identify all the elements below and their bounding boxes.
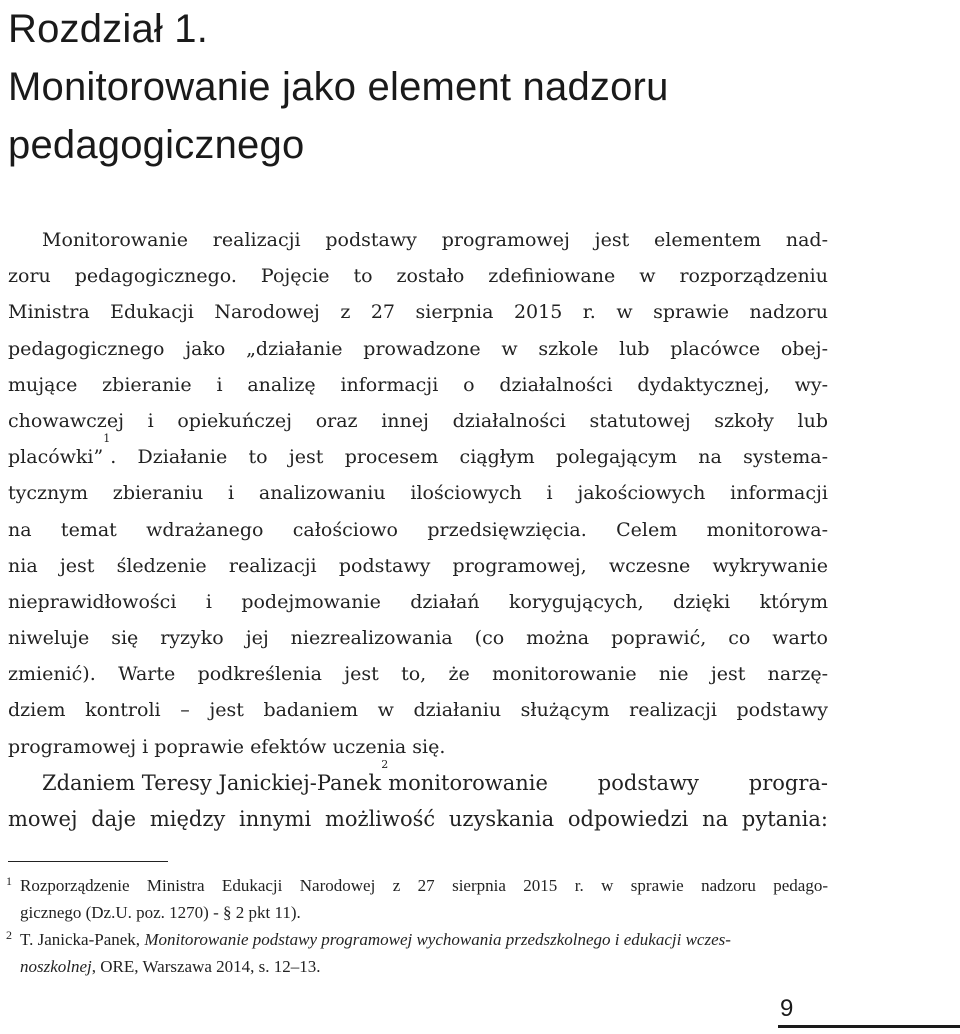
body-line: tycznym zbieraniu i analizowaniu ilościowych i jakościowych informacji (8, 482, 828, 505)
body-line (8, 757, 828, 801)
body-line: programowej i poprawie efektów uczenia się. (8, 735, 446, 758)
chapter-title (8, 0, 669, 174)
body-line: nia jest śledzenie realizacji podstawy programowej, wczesne wykrywanie (8, 554, 828, 577)
page-number: 9 (780, 995, 794, 1022)
body-line: mujące zbieranie i analizę informacji o działalności dydaktycznej, wy- (8, 373, 828, 396)
body-text (8, 222, 828, 837)
body-line-part: Zdaniem Teresy Janickiej-Panek (42, 770, 382, 795)
body-line: dziem kontroli – jest badaniem w działaniu służącym realizacji podstawy (8, 699, 828, 722)
body-line: na temat wdrażanego całościowo przedsięwzięcia. Celem monitorowa- (8, 518, 828, 541)
footnote (8, 926, 828, 980)
footnote-publisher: , ORE, Warszawa 2014, s. 12–13. (91, 957, 321, 976)
body-line-part: placówki” (8, 446, 104, 469)
footnote-line: Rozporządzenie Ministra Edukacji Narodowej z 27 sierpnia 2015 r. w sprawie nadzoru pedago- (20, 876, 828, 895)
footnote-number: 2 (6, 928, 12, 942)
chapter-number: Rozdział 1. (8, 7, 209, 51)
footnote-title: noszkolnej (20, 957, 92, 976)
footnote-ref: 1 (103, 432, 111, 446)
footnote-line (20, 953, 828, 980)
chapter-title-line: Monitorowanie jako element nadzoru (8, 65, 669, 109)
footnote-line (20, 926, 828, 953)
body-line: pedagogicznego jako „działanie prowadzone w szkole lub placówce obej- (8, 337, 828, 360)
footnote-ref: 2 (381, 757, 389, 771)
body-line (8, 432, 828, 475)
body-line: mowej daje między innymi możliwość uzyskania odpowiedzi na pytania: (8, 807, 828, 831)
body-line-part: . Działanie to jest procesem ciągłym polegającym na systema- (110, 446, 828, 469)
body-line: Ministra Edukacji Narodowej z 27 sierpnia 2015 r. w sprawie nadzoru (8, 301, 828, 324)
body-line: zoru pedagogicznego. Pojęcie to zostało zdefiniowane w rozporządzeniu (8, 265, 828, 288)
footnote-title: Monitorowanie podstawy programowej wychowania przedszkolnego i edukacji wczes- (144, 930, 731, 949)
footnote-number: 1 (6, 874, 12, 888)
body-line-part: monitorowanie podstawy progra- (388, 770, 828, 795)
page-number-rule (778, 1025, 960, 1028)
footnote-separator (8, 861, 168, 862)
footnotes (8, 872, 828, 980)
body-line: zmienić). Warte podkreślenia jest to, że monitorowanie nie jest narzę- (8, 663, 828, 686)
body-line: niweluje się ryzyko jej niezrealizowania (co można poprawić, co warto (8, 627, 828, 650)
footnote-line: gicznego (Dz.U. poz. 1270) - § 2 pkt 11). (20, 903, 301, 922)
body-line: nieprawidłowości i podejmowanie działań korygujących, dzięki którym (8, 590, 828, 613)
body-line: chowawczej i opiekuńczej oraz innej działalności statutowej szkoły lub (8, 409, 828, 432)
footnote-author: T. Janicka-Panek, (20, 930, 145, 949)
chapter-title-line: pedagogicznego (8, 123, 305, 167)
footnote (8, 872, 828, 926)
body-line: Monitorowanie realizacji podstawy programowej jest elementem nad- (42, 229, 828, 251)
